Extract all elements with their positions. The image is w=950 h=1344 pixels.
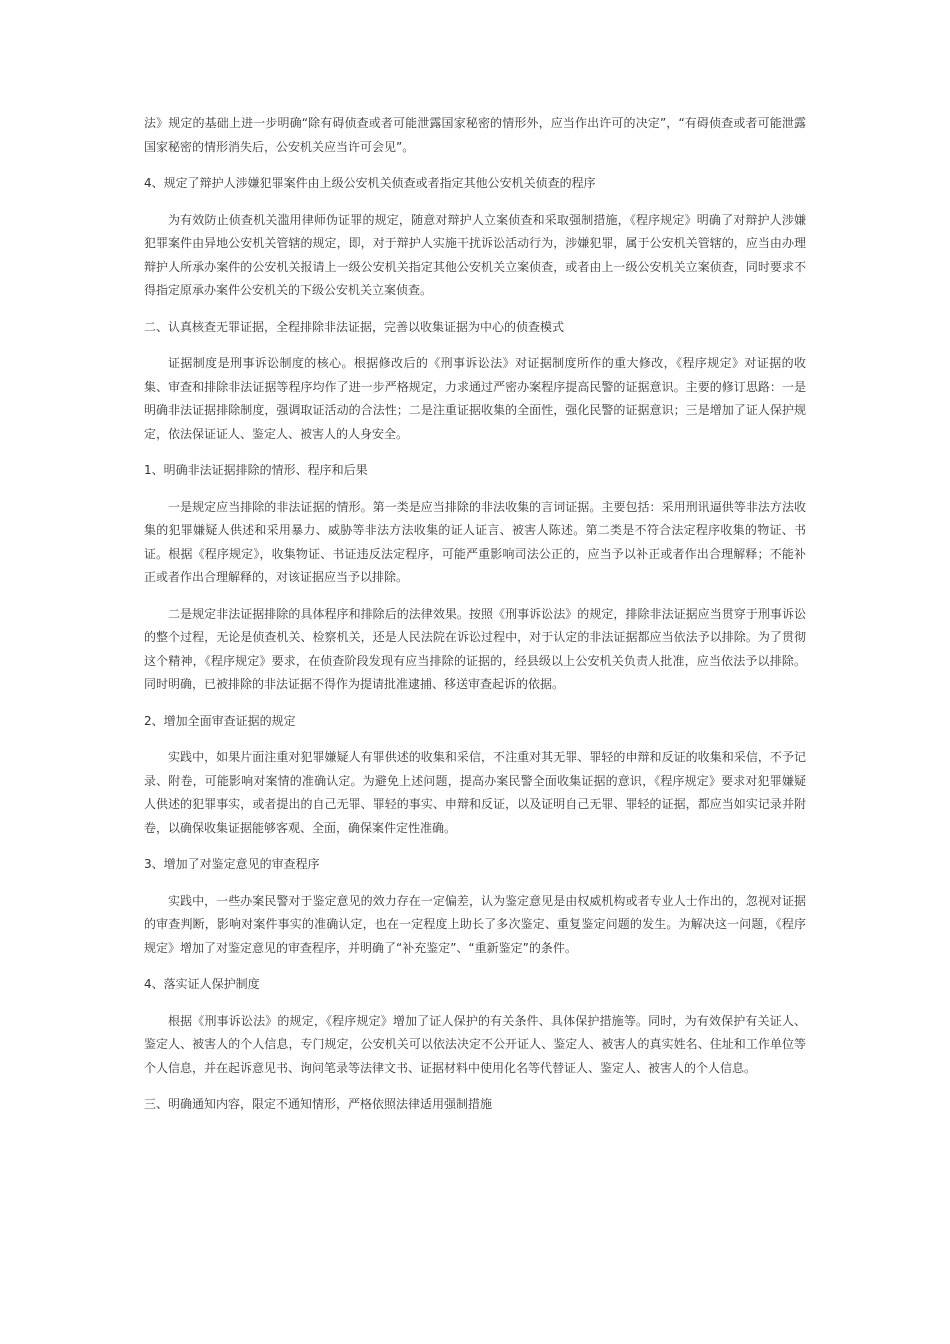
paragraph: 根据《刑事诉讼法》的规定，《程序规定》增加了证人保护的有关条件、具体保护措施等。同时，为有效保护有关证人、鉴定人、被害人的个人信息，专门规定，公安机关可以依法决定不公开证人、鉴定人、被害人的真实姓名、住址和工作单位等个人信息，并在起诉意见书、询问笔录等法律文书、证据材料中使用化名等代替证人、鉴定人、被害人的个人信息。	[144, 1013, 806, 1075]
subsection-heading-4-witness-protection: 4、落实证人保护制度	[144, 977, 260, 991]
subsection-heading-3-expert-opinion: 3、增加了对鉴定意见的审查程序	[144, 857, 320, 871]
subsection-heading-1-illegal-evidence: 1、明确非法证据排除的情形、程序和后果	[144, 463, 368, 477]
section-heading-4-defender-crime: 4、规定了辩护人涉嫌犯罪案件由上级公安机关侦查或者指定其他公安机关侦查的程序	[144, 176, 596, 190]
paragraph: 证据制度是刑事诉讼制度的核心。根据修改后的《刑事诉讼法》对证据制度所作的重大修改，《程序规定》对证据的收集、审查和排除非法证据等程序均作了进一步严格规定，力求通过严密办案程序提高民警的证据意识。主要的修订思路：一是明确非法证据排除制度，强调取证活动的合法性；二是注重证据收集的全面性，强化民警的证据意识；三是增加了证人保护规定，依法保证证人、鉴定人、被害人的人身安全。	[144, 356, 806, 441]
subsection-heading-2-full-review: 2、增加全面审查证据的规定	[144, 713, 296, 728]
section-heading-3-notification: 三、明确通知内容，限定不通知情形，严格依照法律适用强制措施	[144, 1097, 493, 1111]
paragraph-continuation: 法》规定的基础上进一步明确“除有碍侦查或者可能泄露国家秘密的情形外，应当作出许可的决定”，“有碍侦查或者可能泄露国家秘密的情形消失后，公安机关应当许可会见”。	[144, 116, 806, 154]
paragraph: 实践中，如果片面注重对犯罪嫌疑人有罪供述的收集和采信，不注重对其无罪、罪轻的申辩和反证的收集和采信，不予记录、附卷，可能影响对案情的准确认定。为避免上述问题，提高办案民警全面收集证据的意识，《程序规定》要求对犯罪嫌疑人供述的犯罪事实，或者提出的自己无罪、罪轻的事实、申辩和反证，以及证明自己无罪、罪轻的证据，都应当如实记录并附卷，以确保收集证据能够客观、全面，确保案件定性准确。	[144, 750, 806, 835]
paragraph: 一是规定应当排除的非法证据的情形。第一类是应当排除的非法收集的言词证据。主要包括：采用刑讯逼供等非法方法收集的犯罪嫌疑人供述和采用暴力、威胁等非法方法收集的证人证言、被害人陈述。第二类是不符合法定程序收集的物证、书证。根据《程序规定》，收集物证、书证违反法定程序，可能严重影响司法公正的，应当予以补正或者作出合理解释；不能补正或者作出合理解释的，对该证据应当予以排除。	[144, 499, 806, 584]
section-heading-2-evidence: 二、认真核查无罪证据，全程排除非法证据，完善以收集证据为中心的侦查模式	[144, 319, 565, 334]
document-body	[144, 112, 806, 1130]
paragraph: 实践中，一些办案民警对于鉴定意见的效力存在一定偏差，认为鉴定意见是由权威机构或者专业人士作出的，忽视对证据的审查判断，影响对案件事实的准确认定，也在一定程度上助长了多次鉴定、重复鉴定问题的发生。为解决这一问题，《程序规定》增加了对鉴定意见的审查程序，并明确了“补充鉴定”、“重新鉴定”的条件。	[144, 893, 806, 955]
paragraph: 为有效防止侦查机关滥用律师伪证罪的规定，随意对辩护人立案侦查和采取强制措施，《程序规定》明确了对辩护人涉嫌犯罪案件由异地公安机关管辖的规定，即，对于辩护人实施干扰诉讼活动行为，涉嫌犯罪，属于公安机关管辖的，应当由办理辩护人所承办案件的公安机关报请上一级公安机关指定其他公安机关立案侦查，或者由上一级公安机关立案侦查，同时要求不得指定原承办案件公安机关的下级公安机关立案侦查。	[144, 212, 806, 297]
paragraph: 二是规定非法证据排除的具体程序和排除后的法律效果。按照《刑事诉讼法》的规定，排除非法证据应当贯穿于刑事诉讼的整个过程，无论是侦查机关、检察机关，还是人民法院在诉讼过程中，对于认定的非法证据都应当依法予以排除。为了贯彻这个精神，《程序规定》要求，在侦查阶段发现有应当排除的证据的，经县级以上公安机关负责人批准，应当依法予以排除。同时明确，已被排除的非法证据不得作为提请批准逮捕、移送审查起诉的依据。	[144, 606, 806, 691]
